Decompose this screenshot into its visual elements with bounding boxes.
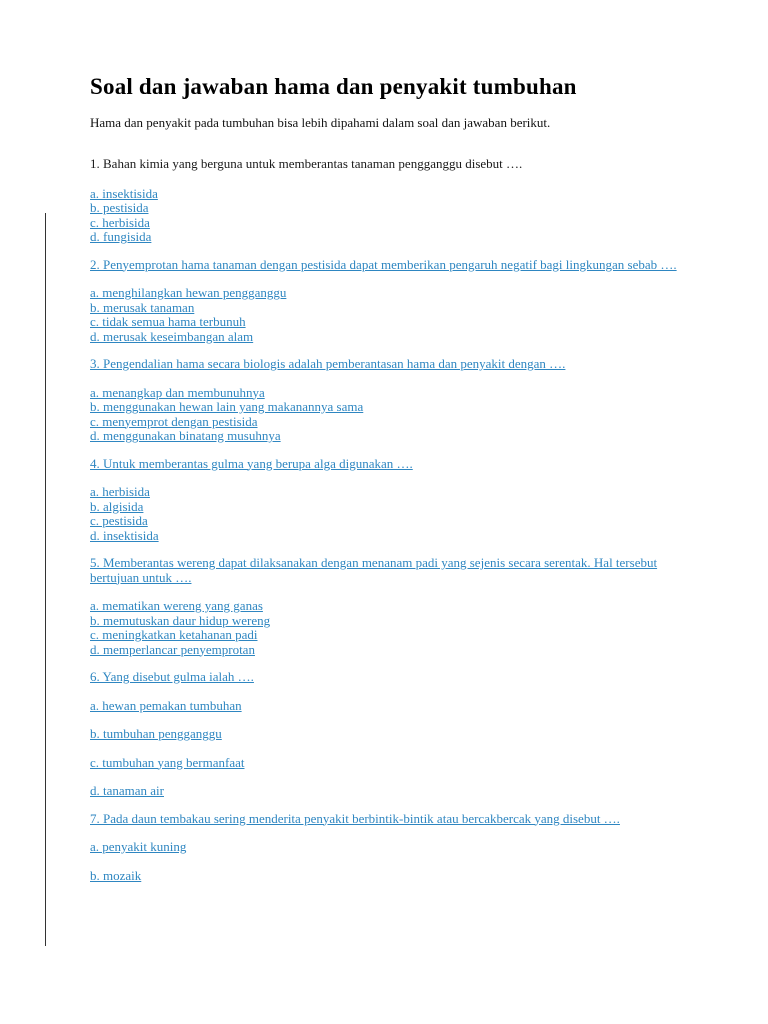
option-link[interactable]: b. pestisida <box>90 200 149 215</box>
option-link[interactable]: d. menggunakan binatang musuhnya <box>90 428 281 443</box>
option-list <box>90 599 690 657</box>
page-margin-line <box>45 213 46 946</box>
option-list <box>90 840 690 883</box>
option-link[interactable]: d. insektisida <box>90 527 159 543</box>
option-link[interactable]: b. tumbuhan pengganggu <box>90 726 222 741</box>
question-2 <box>90 258 690 345</box>
option-link[interactable]: c. menyemprot dengan pestisida <box>90 413 258 429</box>
option-list <box>90 699 690 799</box>
option-link[interactable]: a. menghilangkan hewan pengganggu <box>90 285 287 300</box>
question-text: 1. Bahan kimia yang berguna untuk memberantas tanaman pengganggu disebut …. <box>90 156 523 171</box>
option-link[interactable]: a. insektisida <box>90 185 158 201</box>
option-list <box>90 187 690 245</box>
question-4 <box>90 457 690 544</box>
question-link[interactable]: 5. Memberantas wereng dapat dilaksanakan dengan menanam padi yang sejenis secara serentak. Hal tersebut bertujuan untuk …. <box>90 555 658 585</box>
option-list <box>90 485 690 543</box>
option-link[interactable]: c. meningkatkan ketahanan padi <box>90 627 258 642</box>
option-link[interactable]: d. tanaman air <box>90 783 164 798</box>
page-title: Soal dan jawaban hama dan penyakit tumbuhan <box>90 74 577 99</box>
document-page <box>90 72 690 883</box>
option-link[interactable]: c. pestisida <box>90 513 148 528</box>
question-link[interactable]: 4. Untuk memberantas gulma yang berupa alga digunakan …. <box>90 455 413 471</box>
option-list <box>90 286 690 344</box>
question-link[interactable]: 7. Pada daun tembakau sering menderita penyakit berbintik-bintik atau bercakbercak yang disebut …. <box>90 810 620 826</box>
question-7 <box>90 812 690 884</box>
option-link[interactable]: a. menangkap dan membunuhnya <box>90 384 265 400</box>
option-link[interactable]: b. algisida <box>90 498 144 514</box>
intro-paragraph: Hama dan penyakit pada tumbuhan bisa lebih dipahami dalam soal dan jawaban berikut. <box>90 115 551 130</box>
question-5 <box>90 556 690 657</box>
option-link[interactable]: c. tumbuhan yang bermanfaat <box>90 754 245 770</box>
question-6 <box>90 670 690 799</box>
option-link[interactable]: d. fungisida <box>90 229 152 244</box>
option-link[interactable]: a. herbisida <box>90 484 150 499</box>
question-1 <box>90 157 690 245</box>
question-link[interactable]: 3. Pengendalian hama secara biologis adalah pemberantasan hama dan penyakit dengan …. <box>90 356 566 371</box>
option-link[interactable]: b. merusak tanaman <box>90 299 195 315</box>
option-link[interactable]: b. mozaik <box>90 867 142 883</box>
option-link[interactable]: b. menggunakan hewan lain yang makanannya sama <box>90 399 364 414</box>
question-3 <box>90 357 690 444</box>
question-link[interactable]: 2. Penyemprotan hama tanaman dengan pestisida dapat memberikan pengaruh negatif bagi lingkungan sebab …. <box>90 256 677 272</box>
question-link[interactable]: 6. Yang disebut gulma ialah …. <box>90 669 254 684</box>
option-link[interactable]: d. merusak keseimbangan alam <box>90 328 254 344</box>
option-link[interactable]: a. mematikan wereng yang ganas <box>90 598 263 613</box>
option-link[interactable]: a. hewan pemakan tumbuhan <box>90 697 242 713</box>
option-link[interactable]: b. memutuskan daur hidup wereng <box>90 612 271 628</box>
option-link[interactable]: c. herbisida <box>90 214 150 230</box>
option-link[interactable]: a. penyakit kuning <box>90 839 187 854</box>
option-link[interactable]: c. tidak semua hama terbunuh <box>90 314 246 329</box>
option-link[interactable]: d. memperlancar penyemprotan <box>90 641 255 657</box>
option-list <box>90 386 690 444</box>
